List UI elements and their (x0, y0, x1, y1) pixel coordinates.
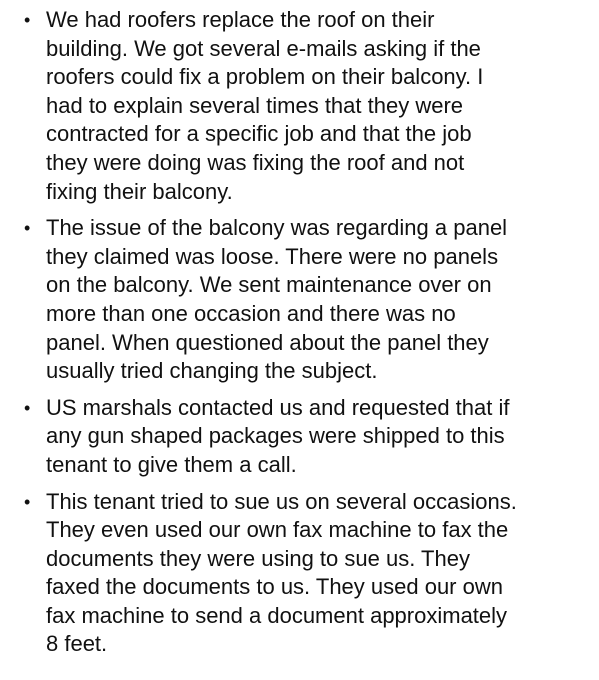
bullet-marker: • (24, 218, 31, 239)
bullet-item-balcony-panel (0, 214, 599, 386)
bullet-marker: • (24, 491, 31, 512)
bullet-list (0, 6, 599, 667)
bullet-text: US marshals contacted us and requested that if any gun shaped packages were shipped to this tenant to give them a call. (46, 394, 510, 477)
bullet-text: This tenant tried to sue us on several occasions. They even used our own fax machine to fax the documents they were using to sue us. They faxed the documents to us. They used our own fax machine to send a document approximately 8 feet. (46, 488, 517, 657)
bullet-text: The issue of the balcony was regarding a panel they claimed was loose. There were no panels on the balcony. We sent maintenance over on more than one occasion and there was no panel. When questioned about the panel they usually tried changing the subject. (46, 215, 508, 384)
bullet-text: We had roofers replace the roof on their building. We got several e-mails asking if the roofers could fix a problem on their balcony. I had to explain several times that they were contracted for a specific job and that the job they were doing was fixing the roof and not fixing their balcony. (46, 7, 484, 204)
bullet-marker: • (24, 10, 31, 30)
bullet-item-roofers (0, 6, 599, 206)
bullet-marker: • (24, 397, 31, 418)
bullet-item-fax-machine (0, 488, 599, 660)
bullet-item-us-marshals (0, 394, 599, 480)
